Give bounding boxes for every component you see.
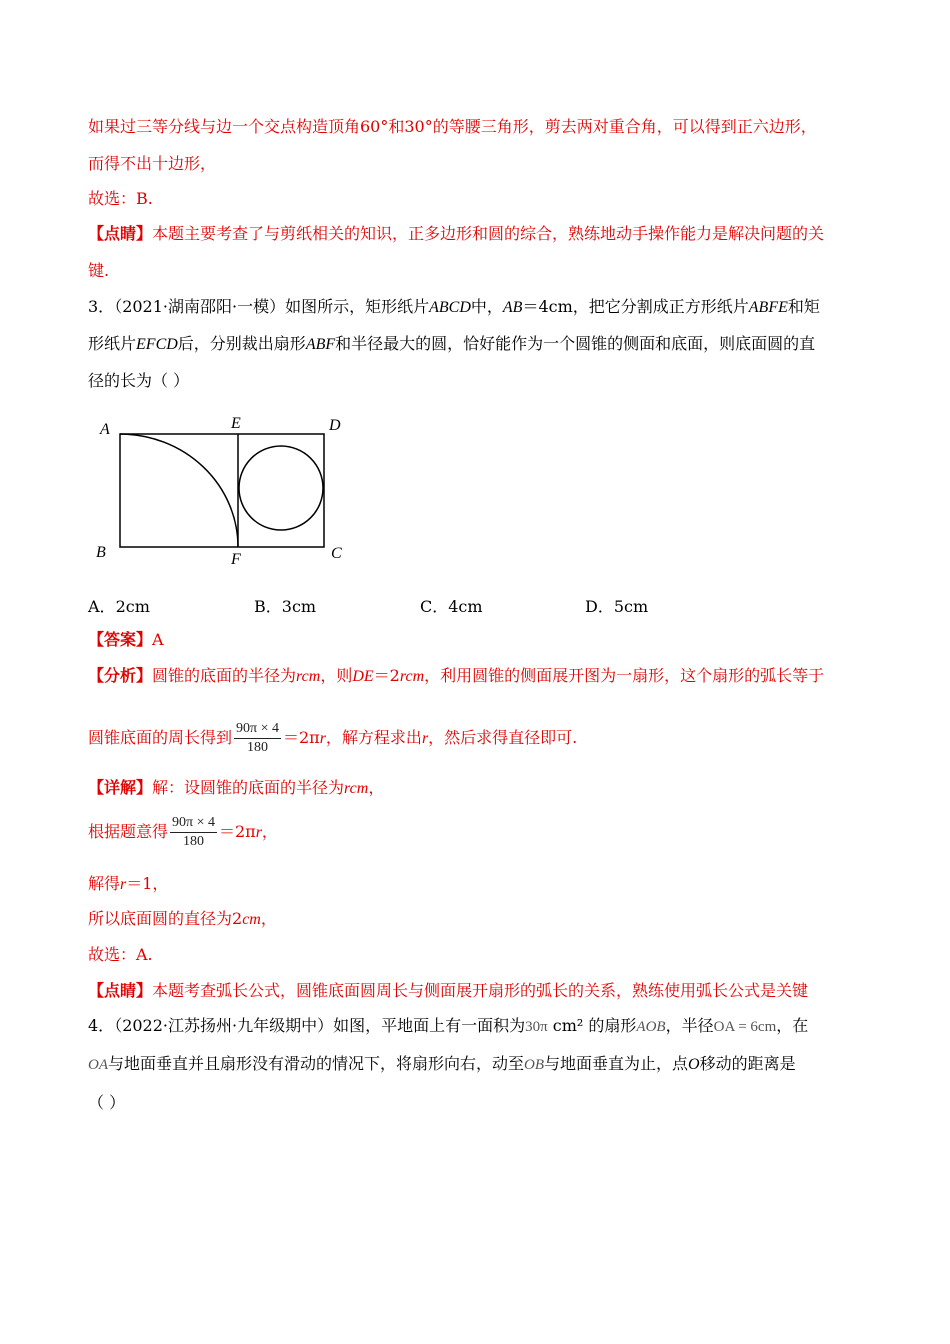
q3-text: 中， xyxy=(470,297,503,316)
q4-radius: OA = 6cm xyxy=(713,1019,777,1035)
q4-line-2: OA与地面垂直并且扇形没有滑动的情况下，将扇形向右，动至OB与地面垂直为止，点O移动的距离是 xyxy=(88,1054,796,1073)
q3-detail-line-4: 所以底面圆的直径为2cm， xyxy=(88,909,277,928)
q3-text: 和矩 xyxy=(787,297,820,316)
q3-var-abf: ABF xyxy=(305,336,336,353)
prev-solution-line-1: 如果过三等分线与边一个交点构造顶角60°和30°的等腰三角形，剪去两对重合角，可以得到正六边形， xyxy=(88,117,817,136)
fraction-arc-length: $\frac{90\pi \times 4}{180}$ xyxy=(172,815,215,849)
q3-number: 3． xyxy=(88,297,115,316)
prev-solution-line-2: 而得不出十边形， xyxy=(88,154,217,173)
label-e: E xyxy=(231,415,241,432)
label-a: A xyxy=(100,421,110,438)
answer-value: A xyxy=(152,630,164,649)
prev-choice: 故选：B. xyxy=(88,189,153,208)
option-b: B．3cm xyxy=(254,597,317,616)
q4-line-1: 4．（2022·江苏扬州·九年级期中）如图，平地面上有一面积为30π cm² 的扇形AOB，半径OA = 6cm，在 xyxy=(88,1016,809,1035)
q3-analysis-line-2: 圆锥底面的周长得到 $\frac{90\pi \times 4}{180}$ ＝2πr，解方程求出r，然后求得直径即可. xyxy=(88,721,578,755)
q3-var-abfe: ABFE xyxy=(748,299,788,316)
tip-text: 本题主要考查了与剪纸相关的知识，正多边形和圆的综合，熟练地动手操作能力是解决问题的关 xyxy=(152,224,825,243)
prev-tip xyxy=(88,223,824,245)
label-d: D xyxy=(329,417,341,434)
q3-analysis-line-1: 【分析】圆锥的底面的半径为rcm，则DE＝2rcm，利用圆锥的侧面展开图为一扇形，这个扇形的弧长等于 xyxy=(88,666,825,685)
q3-detail-line-5: 故选：A. xyxy=(88,945,153,964)
q3-var-abcd: ABCD xyxy=(429,299,471,316)
tip-tag: 【点睛】 xyxy=(88,224,153,243)
fraction-arc-length: $\frac{90\pi \times 4}{180}$ xyxy=(236,721,279,755)
q3-text: 后，分别裁出扇形 xyxy=(177,334,306,353)
q3-var-ab: AB xyxy=(502,299,523,316)
q3-line-2 xyxy=(88,333,815,356)
option-d: D．5cm xyxy=(585,597,649,616)
q4-source: （2022·江苏扬州·九年级期中） xyxy=(114,1016,334,1035)
q4-area: 30π xyxy=(525,1019,548,1035)
sector-arc-abf xyxy=(120,434,238,547)
detail-tag: 【详解】 xyxy=(88,778,153,797)
inscribed-circle xyxy=(239,446,323,530)
analysis-tag: 【分析】 xyxy=(88,666,153,685)
label-f: F xyxy=(231,551,241,568)
q3-line-3: 径的长为（ ） xyxy=(88,371,190,390)
q3-text: 形纸片 xyxy=(88,334,137,353)
q3-text: 和半径最大的圆，恰好能作为一个圆锥的侧面和底面，则底面圆的直 xyxy=(335,334,816,353)
q3-detail-line-1: 【详解】解：设圆锥的底面的半径为rcm， xyxy=(88,778,385,797)
q3-line-1 xyxy=(88,296,820,319)
q3-text: ＝4cm，把它分割成正方形纸片 xyxy=(522,297,749,316)
q3-text: 如图所示，矩形纸片 xyxy=(285,297,430,316)
q3-answer xyxy=(88,629,164,651)
q4-line-3: （ ） xyxy=(88,1093,126,1112)
label-b: B xyxy=(96,544,106,561)
tip-tag: 【点睛】 xyxy=(88,981,153,1000)
q4-number: 4． xyxy=(88,1016,115,1035)
q3-source: （2021·湖南邵阳·一模） xyxy=(114,297,286,316)
prev-tip-line-2: 键. xyxy=(88,261,110,280)
option-a: A．2cm xyxy=(88,597,150,616)
q3-figure xyxy=(88,406,368,570)
q3-tip xyxy=(88,980,808,1002)
q3-detail-line-3: 解得r＝1， xyxy=(88,874,169,893)
q3-detail-line-2: 根据题意得 $\frac{90\pi \times 4}{180}$ ＝2πr， xyxy=(88,815,278,849)
label-c: C xyxy=(331,545,342,562)
answer-tag: 【答案】 xyxy=(88,630,153,649)
q3-var-efcd: EFCD xyxy=(136,336,178,353)
option-c: C．4cm xyxy=(420,597,483,616)
tip-text: 本题考查弧长公式，圆锥底面圆周长与侧面展开扇形的弧长的关系，熟练使用弧长公式是关键 xyxy=(152,981,809,1000)
